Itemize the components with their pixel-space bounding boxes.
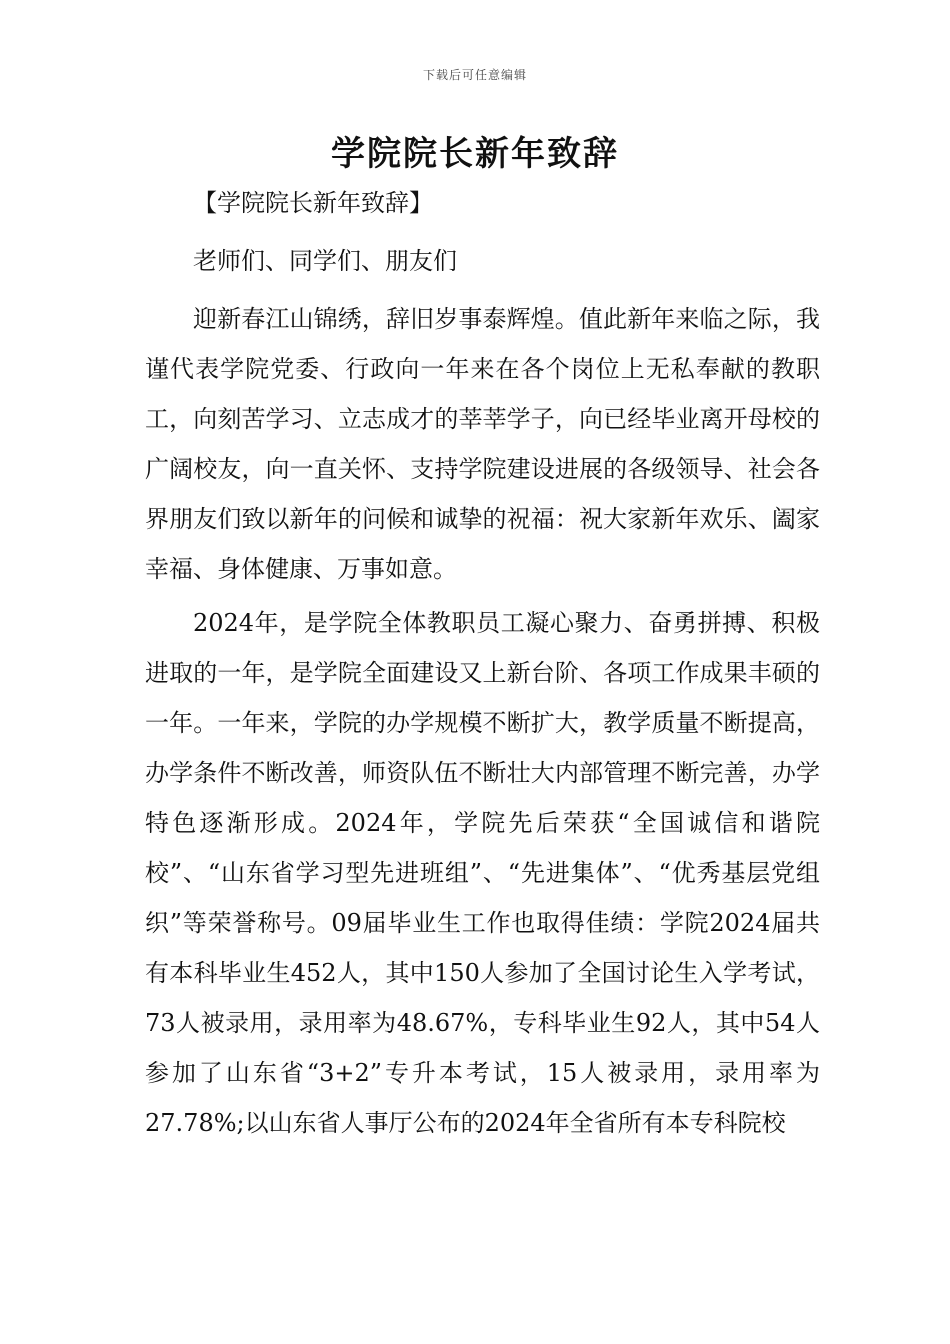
page-header-note: 下载后可任意编辑: [422, 68, 527, 82]
document-title: 学院院长新年致辞: [331, 134, 619, 174]
paragraph-1: 迎新春江山锦绣，辞旧岁事泰辉煌。值此新年来临之际，我谨代表学院党委、行政向一年来在各个岗位上无私奉献的教职工，向刻苦学习、立志成才的莘莘学子，向已经毕业离开母校的广阔校友，向一直关怀、支持学院建设进展的各级领导、社会各界朋友们致以新年的问候和诚挚的祝福：祝大家新年欢乐、阖家幸福、身体健康、万事如意。: [145, 305, 820, 583]
salutation: 老师们、同学们、朋友们: [193, 247, 457, 275]
document-subtitle: 【学院院长新年致辞】: [193, 189, 433, 217]
document-body: [145, 178, 820, 1148]
paragraph-2: 2024年，是学院全体教职员工凝心聚力、奋勇拼搏、积极进取的一年，是学院全面建设又上新台阶、各项工作成果丰硕的一年。一年来，学院的办学规模不断扩大，教学质量不断提高，办学条件不断改善，师资队伍不断壮大内部管理不断完善，办学特色逐渐形成。2024年，学院先后荣获“全国诚信和谐院校”、“山东省学习型先进班组”、“先进集体”、“优秀基层党组织”等荣誉称号。09届毕业生工作也取得佳绩：学院2024届共有本科毕业生452人，其中150人参加了全国讨论生入学考试，73人被录用，录用率为48.67%，专科毕业生92人，其中54人参加了山东省“3+2”专升本考试，15人被录用，录用率为27.78%;以山东省人事厅公布的2024年全省所有本专科院校: [145, 609, 820, 1137]
